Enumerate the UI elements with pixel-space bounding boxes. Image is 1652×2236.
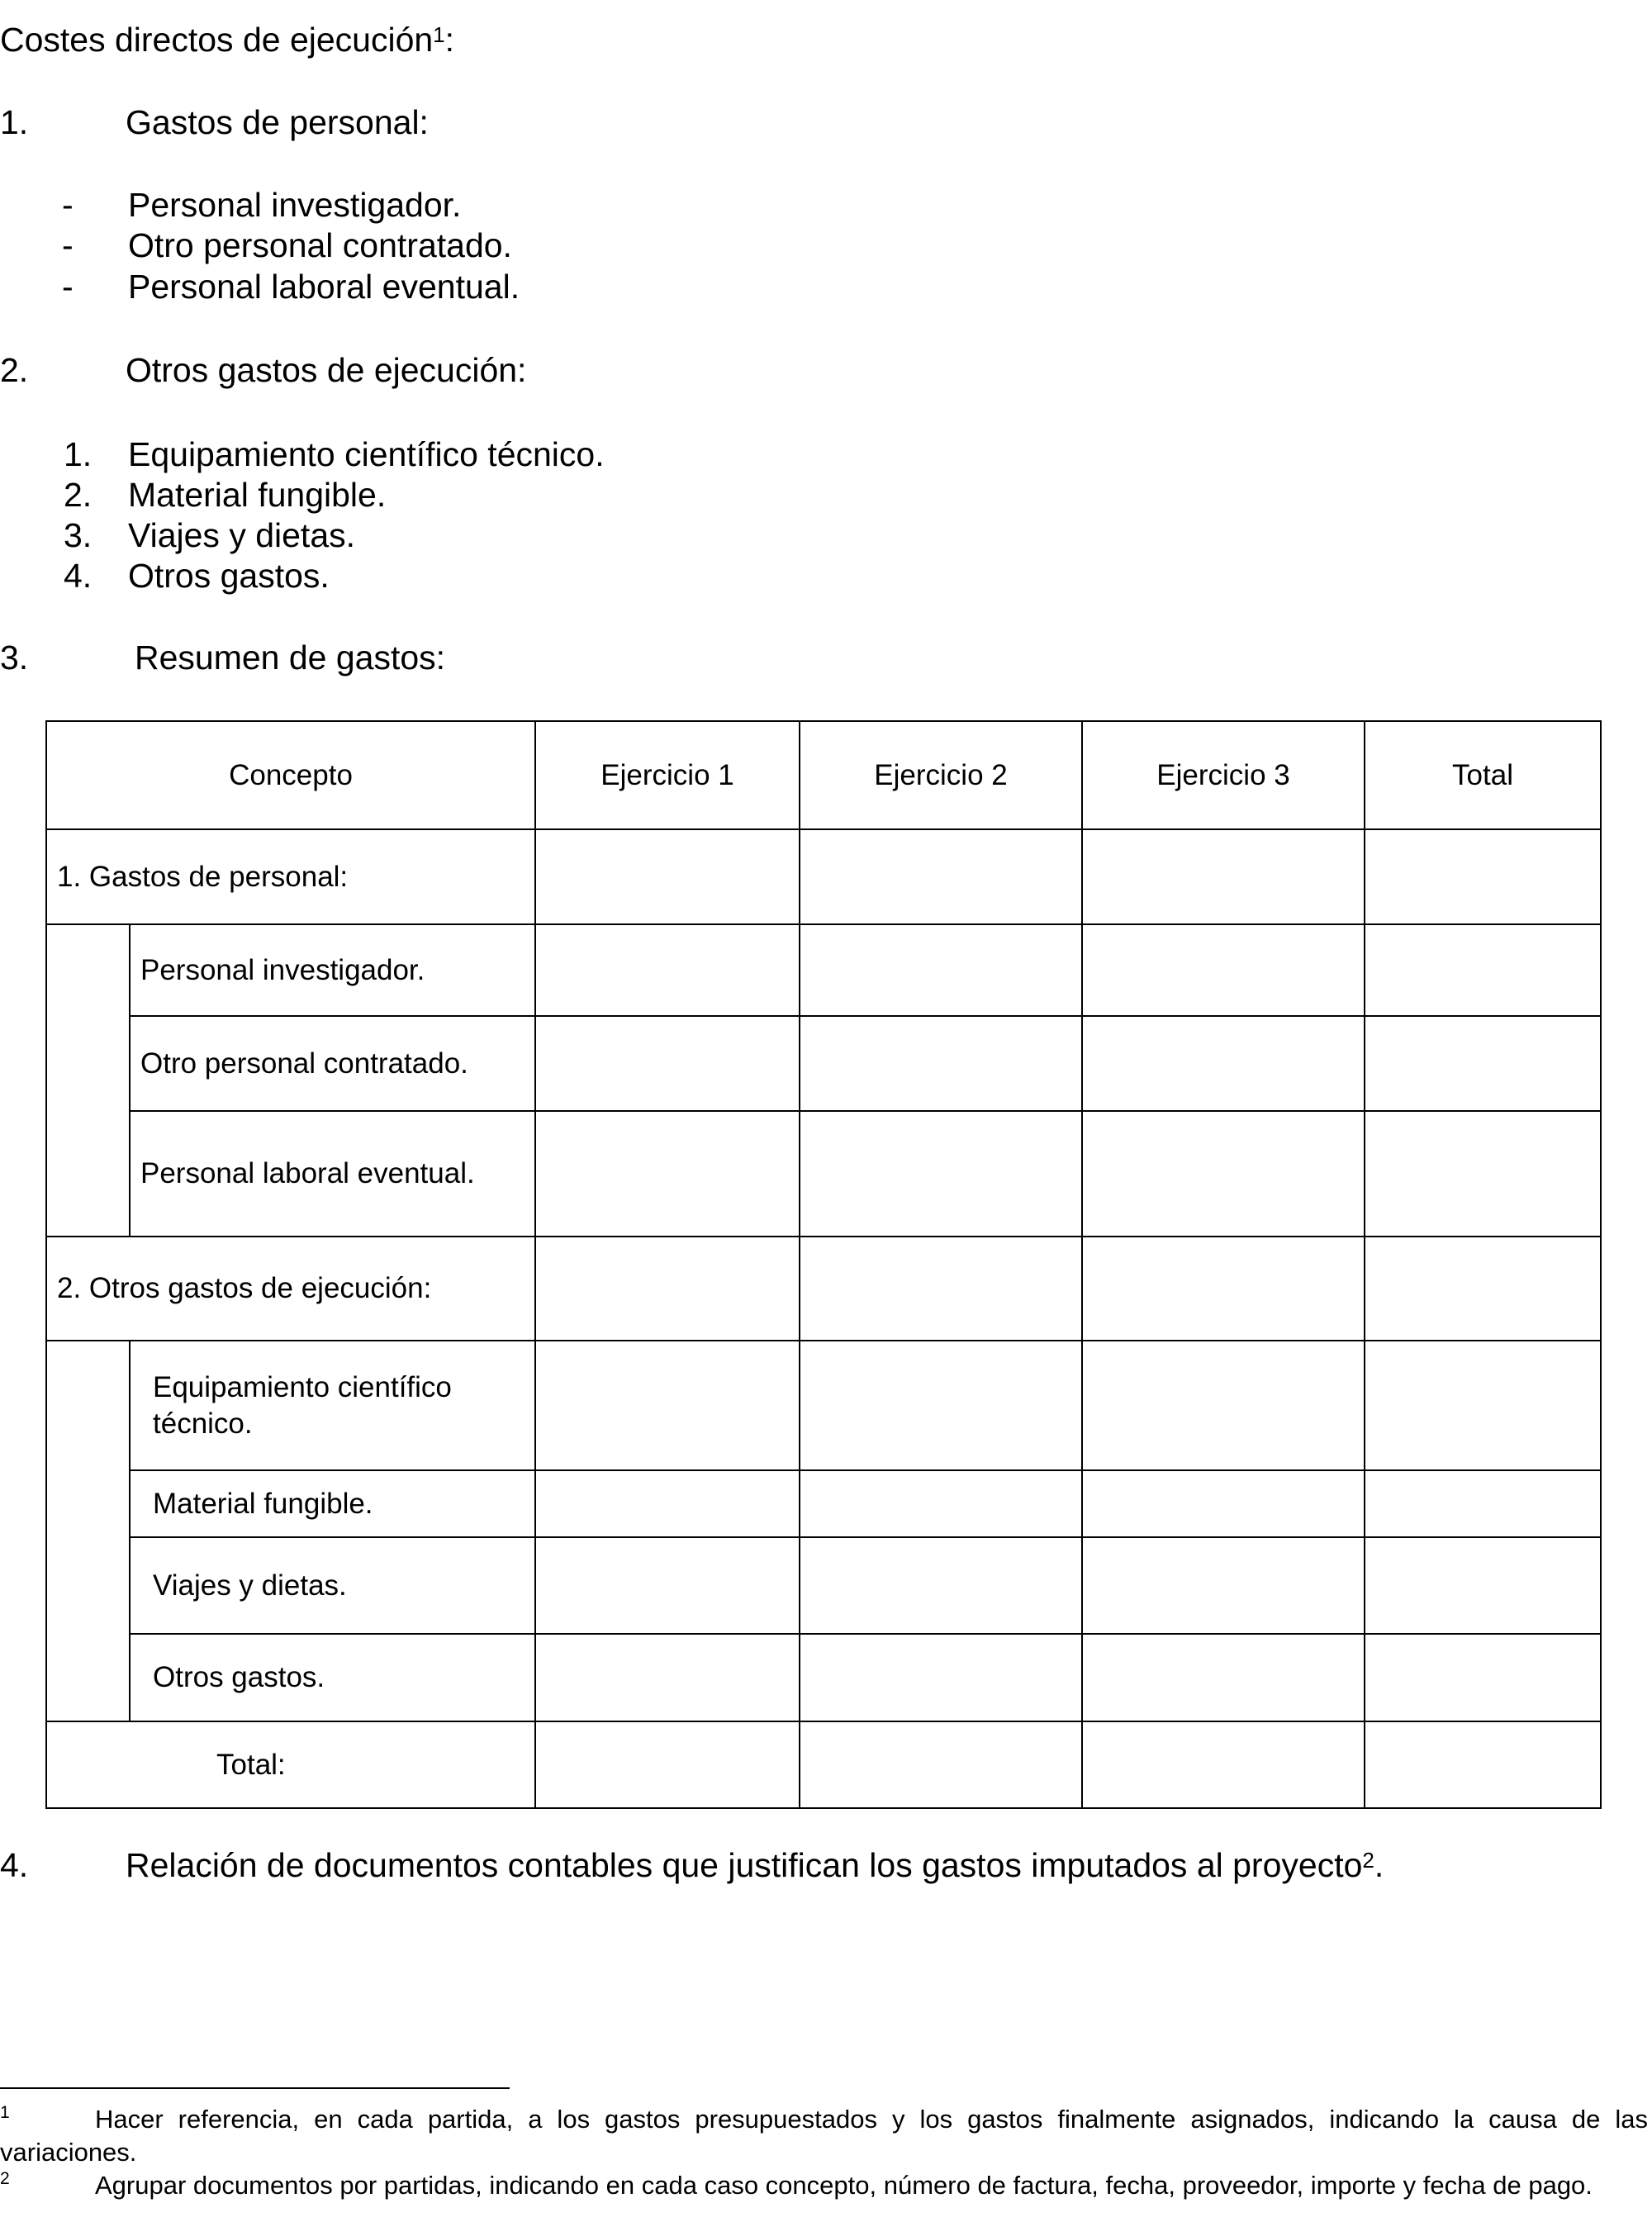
section-2-number: 2. bbox=[0, 351, 29, 389]
footnote-ref-1: 1 bbox=[433, 22, 445, 47]
group-label-otros-gastos: 2. Otros gastos de ejecución: bbox=[46, 1237, 535, 1341]
list-item: Personal laboral eventual. bbox=[128, 268, 520, 306]
table-cell bbox=[1365, 924, 1601, 1016]
footnote-1 bbox=[0, 2103, 1648, 2169]
list-item: Viajes y dietas. bbox=[128, 516, 356, 554]
footnote-text: Agrupar documentos por partidas, indicando en cada caso concepto, número de factura, fecha, proveedor, importe y fecha de pago. bbox=[95, 2171, 1593, 2200]
heading-text: Costes directos de ejecución bbox=[0, 21, 434, 59]
table-cell bbox=[1082, 924, 1365, 1016]
table-cell bbox=[800, 924, 1082, 1016]
header-ejercicio-1: Ejercicio 1 bbox=[535, 721, 800, 829]
row-label: Equipamiento científico técnico. bbox=[130, 1341, 535, 1470]
list-marker: 1. bbox=[64, 435, 93, 473]
table-cell bbox=[1082, 1634, 1365, 1721]
table-row bbox=[46, 1016, 1601, 1111]
indent-cell bbox=[46, 924, 130, 1237]
table-cell bbox=[1365, 1237, 1601, 1341]
table-row bbox=[46, 829, 1601, 924]
indent-cell bbox=[46, 1341, 130, 1721]
header-ejercicio-3: Ejercicio 3 bbox=[1082, 721, 1365, 829]
table-cell bbox=[1365, 1470, 1601, 1537]
group-label-personal: 1. Gastos de personal: bbox=[46, 829, 535, 924]
table-row bbox=[46, 924, 1601, 1016]
table-cell bbox=[1365, 1721, 1601, 1808]
table-row bbox=[46, 1111, 1601, 1237]
page-heading bbox=[0, 20, 454, 59]
table-cell bbox=[535, 1470, 800, 1537]
table-cell bbox=[535, 829, 800, 924]
table-row bbox=[46, 1537, 1601, 1634]
section-1-title: Gastos de personal: bbox=[126, 103, 429, 141]
table-cell bbox=[800, 829, 1082, 924]
table-cell bbox=[535, 1537, 800, 1634]
section-1-number: 1. bbox=[0, 103, 29, 141]
row-label: Otros gastos. bbox=[130, 1634, 535, 1721]
table-cell bbox=[1365, 1634, 1601, 1721]
row-label: Material fungible. bbox=[130, 1470, 535, 1537]
list-marker: 3. bbox=[64, 516, 93, 554]
table-cell bbox=[800, 1341, 1082, 1470]
footnote-number: 1 bbox=[0, 2103, 10, 2122]
list-marker: - bbox=[62, 186, 74, 224]
row-label: Personal investigador. bbox=[130, 924, 535, 1016]
table-cell bbox=[800, 1016, 1082, 1111]
table-cell bbox=[1082, 1470, 1365, 1537]
table-cell bbox=[1365, 1537, 1601, 1634]
list-marker: - bbox=[62, 268, 74, 306]
table-cell bbox=[800, 1537, 1082, 1634]
table-total-row bbox=[46, 1721, 1601, 1808]
table-cell bbox=[535, 1341, 800, 1470]
total-label: Total: bbox=[46, 1721, 535, 1808]
row-label: Otro personal contratado. bbox=[130, 1016, 535, 1111]
section-3-number: 3. bbox=[0, 639, 29, 676]
table-row bbox=[46, 1634, 1601, 1721]
footnote-ref-2: 2 bbox=[1362, 1848, 1374, 1873]
list-marker: 4. bbox=[64, 557, 93, 595]
list-item: Otro personal contratado. bbox=[128, 226, 512, 264]
table-cell bbox=[1082, 1537, 1365, 1634]
section-4-text: Relación de documentos contables que justifican los gastos imputados al proyecto bbox=[126, 1846, 1363, 1884]
table-cell bbox=[800, 1470, 1082, 1537]
table-cell bbox=[1082, 1341, 1365, 1470]
header-total: Total bbox=[1365, 721, 1601, 829]
table-cell bbox=[1082, 829, 1365, 924]
list-item: Otros gastos. bbox=[128, 557, 330, 595]
list-item: Personal investigador. bbox=[128, 186, 462, 224]
table-cell bbox=[1082, 1237, 1365, 1341]
table-cell bbox=[1082, 1016, 1365, 1111]
table-row bbox=[46, 1341, 1601, 1470]
table-cell bbox=[1082, 1721, 1365, 1808]
list-item: Equipamiento científico técnico. bbox=[128, 435, 605, 473]
table-cell bbox=[1365, 1341, 1601, 1470]
table-cell bbox=[800, 1237, 1082, 1341]
table-cell bbox=[535, 1721, 800, 1808]
table-row bbox=[46, 1237, 1601, 1341]
list-marker: - bbox=[62, 226, 74, 264]
row-label: Personal laboral eventual. bbox=[130, 1111, 535, 1237]
section-4-number: 4. bbox=[0, 1846, 29, 1884]
section-4-title bbox=[126, 1845, 1384, 1885]
expense-summary-table bbox=[45, 720, 1602, 1809]
header-concepto: Concepto bbox=[46, 721, 535, 829]
footnote-separator bbox=[0, 2087, 510, 2089]
table-cell bbox=[535, 1634, 800, 1721]
section-3-title: Resumen de gastos: bbox=[135, 639, 446, 676]
table-header-row bbox=[46, 721, 1601, 829]
row-label: Viajes y dietas. bbox=[130, 1537, 535, 1634]
table-cell bbox=[800, 1111, 1082, 1237]
table-cell bbox=[800, 1721, 1082, 1808]
section-2-title: Otros gastos de ejecución: bbox=[126, 351, 527, 389]
table-cell bbox=[1365, 1111, 1601, 1237]
table-row bbox=[46, 1470, 1601, 1537]
table-cell bbox=[535, 1016, 800, 1111]
table-cell bbox=[535, 1111, 800, 1237]
table-cell bbox=[1365, 829, 1601, 924]
section-4-suffix: . bbox=[1374, 1846, 1384, 1884]
footnote-number: 2 bbox=[0, 2169, 10, 2188]
footnote-2 bbox=[0, 2169, 1648, 2202]
heading-suffix: : bbox=[444, 21, 455, 59]
table-cell bbox=[800, 1634, 1082, 1721]
footnote-text: Hacer referencia, en cada partida, a los gastos presupuestados y los gastos finalmente asignados, indicando la causa de las variaciones. bbox=[0, 2105, 1648, 2167]
header-ejercicio-2: Ejercicio 2 bbox=[800, 721, 1082, 829]
table-cell bbox=[1365, 1016, 1601, 1111]
list-marker: 2. bbox=[64, 476, 93, 514]
table-cell bbox=[535, 1237, 800, 1341]
table-cell bbox=[535, 924, 800, 1016]
table-cell bbox=[1082, 1111, 1365, 1237]
list-item: Material fungible. bbox=[128, 476, 387, 514]
